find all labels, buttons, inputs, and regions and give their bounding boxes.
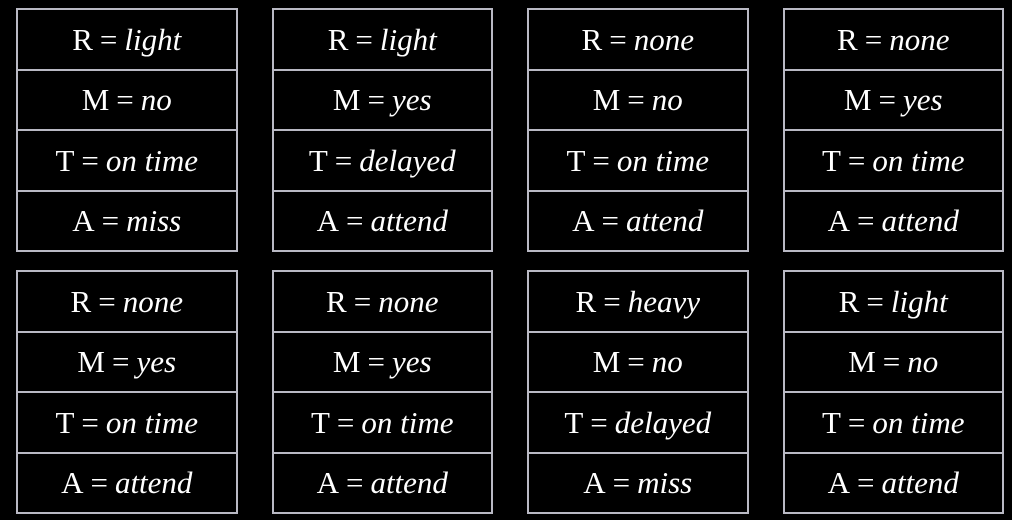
attribute-row-m bbox=[529, 333, 747, 394]
attribute-key: R bbox=[70, 283, 92, 319]
attribute-value: delayed bbox=[614, 404, 712, 440]
attribute-row-a bbox=[785, 192, 1003, 251]
equals-sign: = bbox=[878, 82, 896, 118]
equals-sign: = bbox=[847, 404, 866, 440]
equals-sign: = bbox=[590, 404, 608, 440]
attribute-row-m bbox=[18, 333, 236, 394]
attribute-row-m bbox=[785, 333, 1003, 394]
instance-card bbox=[527, 8, 749, 252]
attribute-value: attend bbox=[881, 465, 959, 501]
equals-sign: = bbox=[336, 404, 355, 440]
equals-sign: = bbox=[864, 21, 883, 57]
attribute-row-m bbox=[18, 71, 236, 132]
equals-sign: = bbox=[101, 203, 120, 239]
attribute-row-r bbox=[529, 10, 747, 71]
equals-sign: = bbox=[98, 283, 116, 319]
instance-card bbox=[272, 8, 494, 252]
attribute-key: A bbox=[827, 465, 850, 501]
attribute-value: on time bbox=[616, 142, 710, 178]
attribute-key: M bbox=[332, 344, 361, 380]
attribute-key: T bbox=[821, 142, 841, 178]
attribute-row-t bbox=[529, 131, 747, 192]
attribute-row-t bbox=[785, 393, 1003, 454]
attribute-value: yes bbox=[391, 82, 432, 118]
attribute-row-a bbox=[529, 192, 747, 251]
attribute-row-a bbox=[529, 454, 747, 513]
attribute-key: R bbox=[838, 283, 860, 319]
attribute-row-r bbox=[529, 272, 747, 333]
attribute-value: yes bbox=[136, 344, 177, 380]
attribute-value: none bbox=[633, 21, 694, 57]
equals-sign: = bbox=[90, 465, 108, 501]
attribute-value: miss bbox=[126, 203, 182, 239]
attribute-value: yes bbox=[391, 344, 432, 380]
attribute-key: R bbox=[837, 21, 858, 57]
attribute-key: T bbox=[308, 142, 328, 178]
equals-sign: = bbox=[882, 344, 901, 380]
attribute-value: on time bbox=[872, 142, 965, 178]
equals-sign: = bbox=[866, 283, 884, 319]
attribute-value: attend bbox=[114, 465, 193, 501]
attribute-key: A bbox=[827, 203, 850, 239]
attribute-key: A bbox=[61, 465, 84, 501]
equals-sign: = bbox=[81, 142, 99, 178]
attribute-key: T bbox=[821, 404, 841, 440]
equals-sign: = bbox=[353, 283, 372, 319]
equals-sign: = bbox=[345, 203, 364, 239]
attribute-value: attend bbox=[370, 465, 448, 501]
attribute-key: A bbox=[72, 203, 95, 239]
attribute-row-t bbox=[274, 393, 492, 454]
attribute-value: no bbox=[140, 82, 172, 118]
instance-card bbox=[783, 270, 1005, 514]
instance-card bbox=[272, 270, 494, 514]
equals-sign: = bbox=[367, 344, 385, 380]
attribute-value: no bbox=[651, 344, 683, 380]
attribute-key: T bbox=[55, 142, 75, 178]
equals-sign: = bbox=[627, 344, 645, 380]
equals-sign: = bbox=[847, 142, 866, 178]
attribute-row-a bbox=[274, 454, 492, 513]
attribute-key: R bbox=[581, 21, 603, 57]
attribute-value: none bbox=[122, 283, 183, 319]
attribute-key: T bbox=[310, 404, 330, 440]
attribute-row-a bbox=[18, 192, 236, 251]
attribute-row-r bbox=[785, 10, 1003, 71]
attribute-row-a bbox=[785, 454, 1003, 513]
attribute-value: miss bbox=[637, 465, 693, 501]
attribute-row-a bbox=[274, 192, 492, 251]
attribute-key: M bbox=[332, 82, 361, 118]
equals-sign: = bbox=[345, 465, 364, 501]
equals-sign: = bbox=[856, 203, 875, 239]
attribute-row-a bbox=[18, 454, 236, 513]
attribute-value: no bbox=[907, 344, 939, 380]
attribute-key: R bbox=[326, 283, 347, 319]
equals-sign: = bbox=[367, 82, 385, 118]
attribute-row-t bbox=[785, 131, 1003, 192]
equals-sign: = bbox=[592, 142, 610, 178]
equals-sign: = bbox=[603, 283, 621, 319]
instance-card bbox=[16, 8, 238, 252]
attribute-key: T bbox=[564, 404, 584, 440]
attribute-key: A bbox=[316, 203, 339, 239]
attribute-value: delayed bbox=[359, 142, 456, 178]
attribute-value: on time bbox=[872, 404, 965, 440]
attribute-key: M bbox=[848, 344, 876, 380]
attribute-row-t bbox=[274, 131, 492, 192]
attribute-value: on time bbox=[105, 404, 199, 440]
equals-sign: = bbox=[856, 465, 875, 501]
attribute-value: on time bbox=[361, 404, 454, 440]
attribute-value: heavy bbox=[627, 283, 700, 319]
instance-card bbox=[783, 8, 1005, 252]
equals-sign: = bbox=[609, 21, 627, 57]
attribute-row-t bbox=[18, 393, 236, 454]
equals-sign: = bbox=[81, 404, 99, 440]
attribute-row-m bbox=[274, 71, 492, 132]
attribute-key: A bbox=[583, 465, 606, 501]
instance-card bbox=[16, 270, 238, 514]
equals-sign: = bbox=[612, 465, 631, 501]
attribute-value: no bbox=[651, 82, 683, 118]
equals-sign: = bbox=[601, 203, 619, 239]
attribute-row-r bbox=[274, 272, 492, 333]
equals-sign: = bbox=[627, 82, 645, 118]
attribute-row-m bbox=[785, 71, 1003, 132]
attribute-value: light bbox=[124, 21, 182, 57]
attribute-key: R bbox=[72, 21, 93, 57]
equals-sign: = bbox=[355, 21, 373, 57]
attribute-row-r bbox=[274, 10, 492, 71]
attribute-key: M bbox=[843, 82, 872, 118]
attribute-row-r bbox=[18, 272, 236, 333]
attribute-row-r bbox=[785, 272, 1003, 333]
attribute-key: T bbox=[55, 404, 75, 440]
attribute-row-m bbox=[274, 333, 492, 394]
attribute-key: T bbox=[566, 142, 586, 178]
equals-sign: = bbox=[112, 344, 130, 380]
attribute-value: none bbox=[889, 21, 950, 57]
attribute-key: M bbox=[81, 82, 110, 118]
attribute-key: M bbox=[592, 82, 621, 118]
attribute-row-t bbox=[18, 131, 236, 192]
attribute-value: none bbox=[378, 283, 439, 319]
attribute-row-m bbox=[529, 71, 747, 132]
attribute-key: R bbox=[327, 21, 349, 57]
attribute-key: A bbox=[572, 203, 595, 239]
equals-sign: = bbox=[334, 142, 353, 178]
attribute-value: attend bbox=[625, 203, 704, 239]
attribute-row-t bbox=[529, 393, 747, 454]
attribute-key: A bbox=[316, 465, 339, 501]
attribute-key: M bbox=[592, 344, 621, 380]
attribute-key: R bbox=[575, 283, 597, 319]
attribute-value: on time bbox=[105, 142, 199, 178]
attribute-key: M bbox=[77, 344, 105, 380]
attribute-value: attend bbox=[881, 203, 959, 239]
attribute-row-r bbox=[18, 10, 236, 71]
attribute-value: light bbox=[379, 21, 437, 57]
instance-card bbox=[527, 270, 749, 514]
equals-sign: = bbox=[116, 82, 134, 118]
equals-sign: = bbox=[99, 21, 118, 57]
attribute-value: attend bbox=[370, 203, 448, 239]
attribute-value: yes bbox=[902, 82, 943, 118]
attribute-value: light bbox=[890, 283, 948, 319]
